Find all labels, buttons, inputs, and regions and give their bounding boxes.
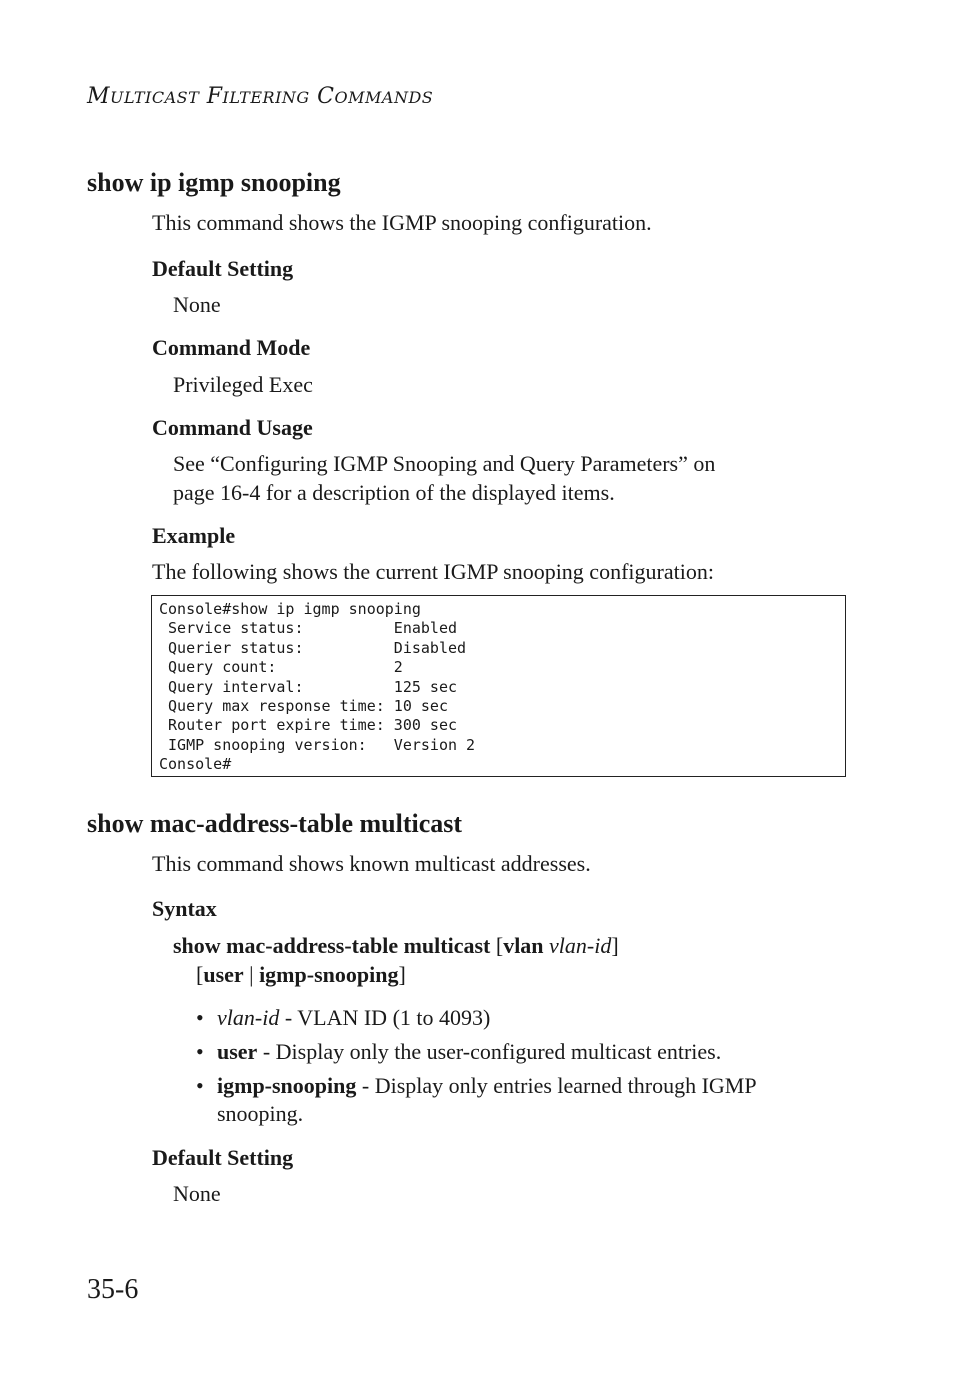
running-head-word: ILTERING [222,88,310,107]
default-setting-value: None [173,1181,221,1206]
default-setting-heading: Default Setting [152,256,294,281]
list-item-desc: - Display only entries learned through IGMP [356,1073,757,1098]
running-head-word: OMMANDS [334,88,434,107]
running-head-initial: M [87,84,111,109]
command-mode-heading: Command Mode [152,335,311,360]
list-item [217,1005,490,1031]
console-line: Console# [159,755,232,774]
running-head-initial: C [317,84,335,109]
console-line: IGMP snooping version: Version 2 [159,735,476,754]
default-setting-value: None [173,292,221,317]
list-item-desc: - VLAN ID (1 to 4093) [279,1005,491,1030]
console-line: Console#show ip igmp snooping [159,600,421,618]
syntax-bracket: ] [398,962,406,987]
list-item-continuation: snooping. [217,1101,304,1126]
section-title-show-ip-igmp-snooping: show ip igmp snooping [87,168,341,197]
command-usage-heading: Command Usage [152,415,313,440]
syntax-keyword-vlan: vlan [503,933,544,958]
console-line: Querier status: Disabled [159,638,467,657]
page-number: 35-6 [87,1274,139,1305]
syntax-bracket: [ [196,962,204,987]
example-heading: Example [152,523,236,548]
console-line: Service status: Enabled [159,619,458,638]
list-item-term: vlan-id [217,1005,280,1030]
example-intro: The following shows the current IGMP snooping configuration: [152,559,714,584]
running-head-word: ULTICAST [110,88,200,107]
console-line: Query interval: 125 sec [159,677,458,696]
bullet-icon: • [196,1005,204,1030]
command-mode-value: Privileged Exec [173,372,313,397]
syntax-separator: | [243,962,260,987]
list-item-term: igmp-snooping [217,1073,357,1098]
running-head-initial: F [206,84,223,109]
command-usage-line: See “Configuring IGMP Snooping and Query Parameters” on [173,451,716,476]
default-setting-heading: Default Setting [152,1145,294,1170]
syntax-line-1 [173,933,619,959]
bullet-icon: • [196,1039,204,1064]
console-line: Query count: 2 [159,658,403,677]
syntax-command: show mac-address-table multicast [173,933,491,958]
list-item-term: user [217,1039,258,1064]
syntax-bracket: [ [490,933,504,958]
console-line: Query max response time: 10 sec [159,696,448,715]
section-description: This command shows known multicast addresses. [152,851,591,876]
section-title-show-mac-address-table-multicast: show mac-address-table multicast [87,809,463,838]
list-item [217,1039,721,1065]
syntax-param-vlan-id: vlan-id [549,933,612,958]
command-usage-line: page 16-4 for a description of the displayed items. [173,480,615,505]
console-output-box [151,595,846,777]
section-description: This command shows the IGMP snooping configuration. [152,210,652,235]
syntax-keyword-user: user [203,962,244,987]
console-line: Router port expire time: 300 sec [159,716,458,735]
syntax-bracket: ] [611,933,619,958]
list-item [217,1073,757,1099]
list-item-desc: - Display only the user-configured multicast entries. [257,1039,722,1064]
running-head [87,84,433,109]
syntax-keyword-igmp-snooping: igmp-snooping [259,962,399,987]
syntax-line-2 [196,962,406,988]
syntax-heading: Syntax [152,896,217,921]
bullet-icon: • [196,1073,204,1098]
